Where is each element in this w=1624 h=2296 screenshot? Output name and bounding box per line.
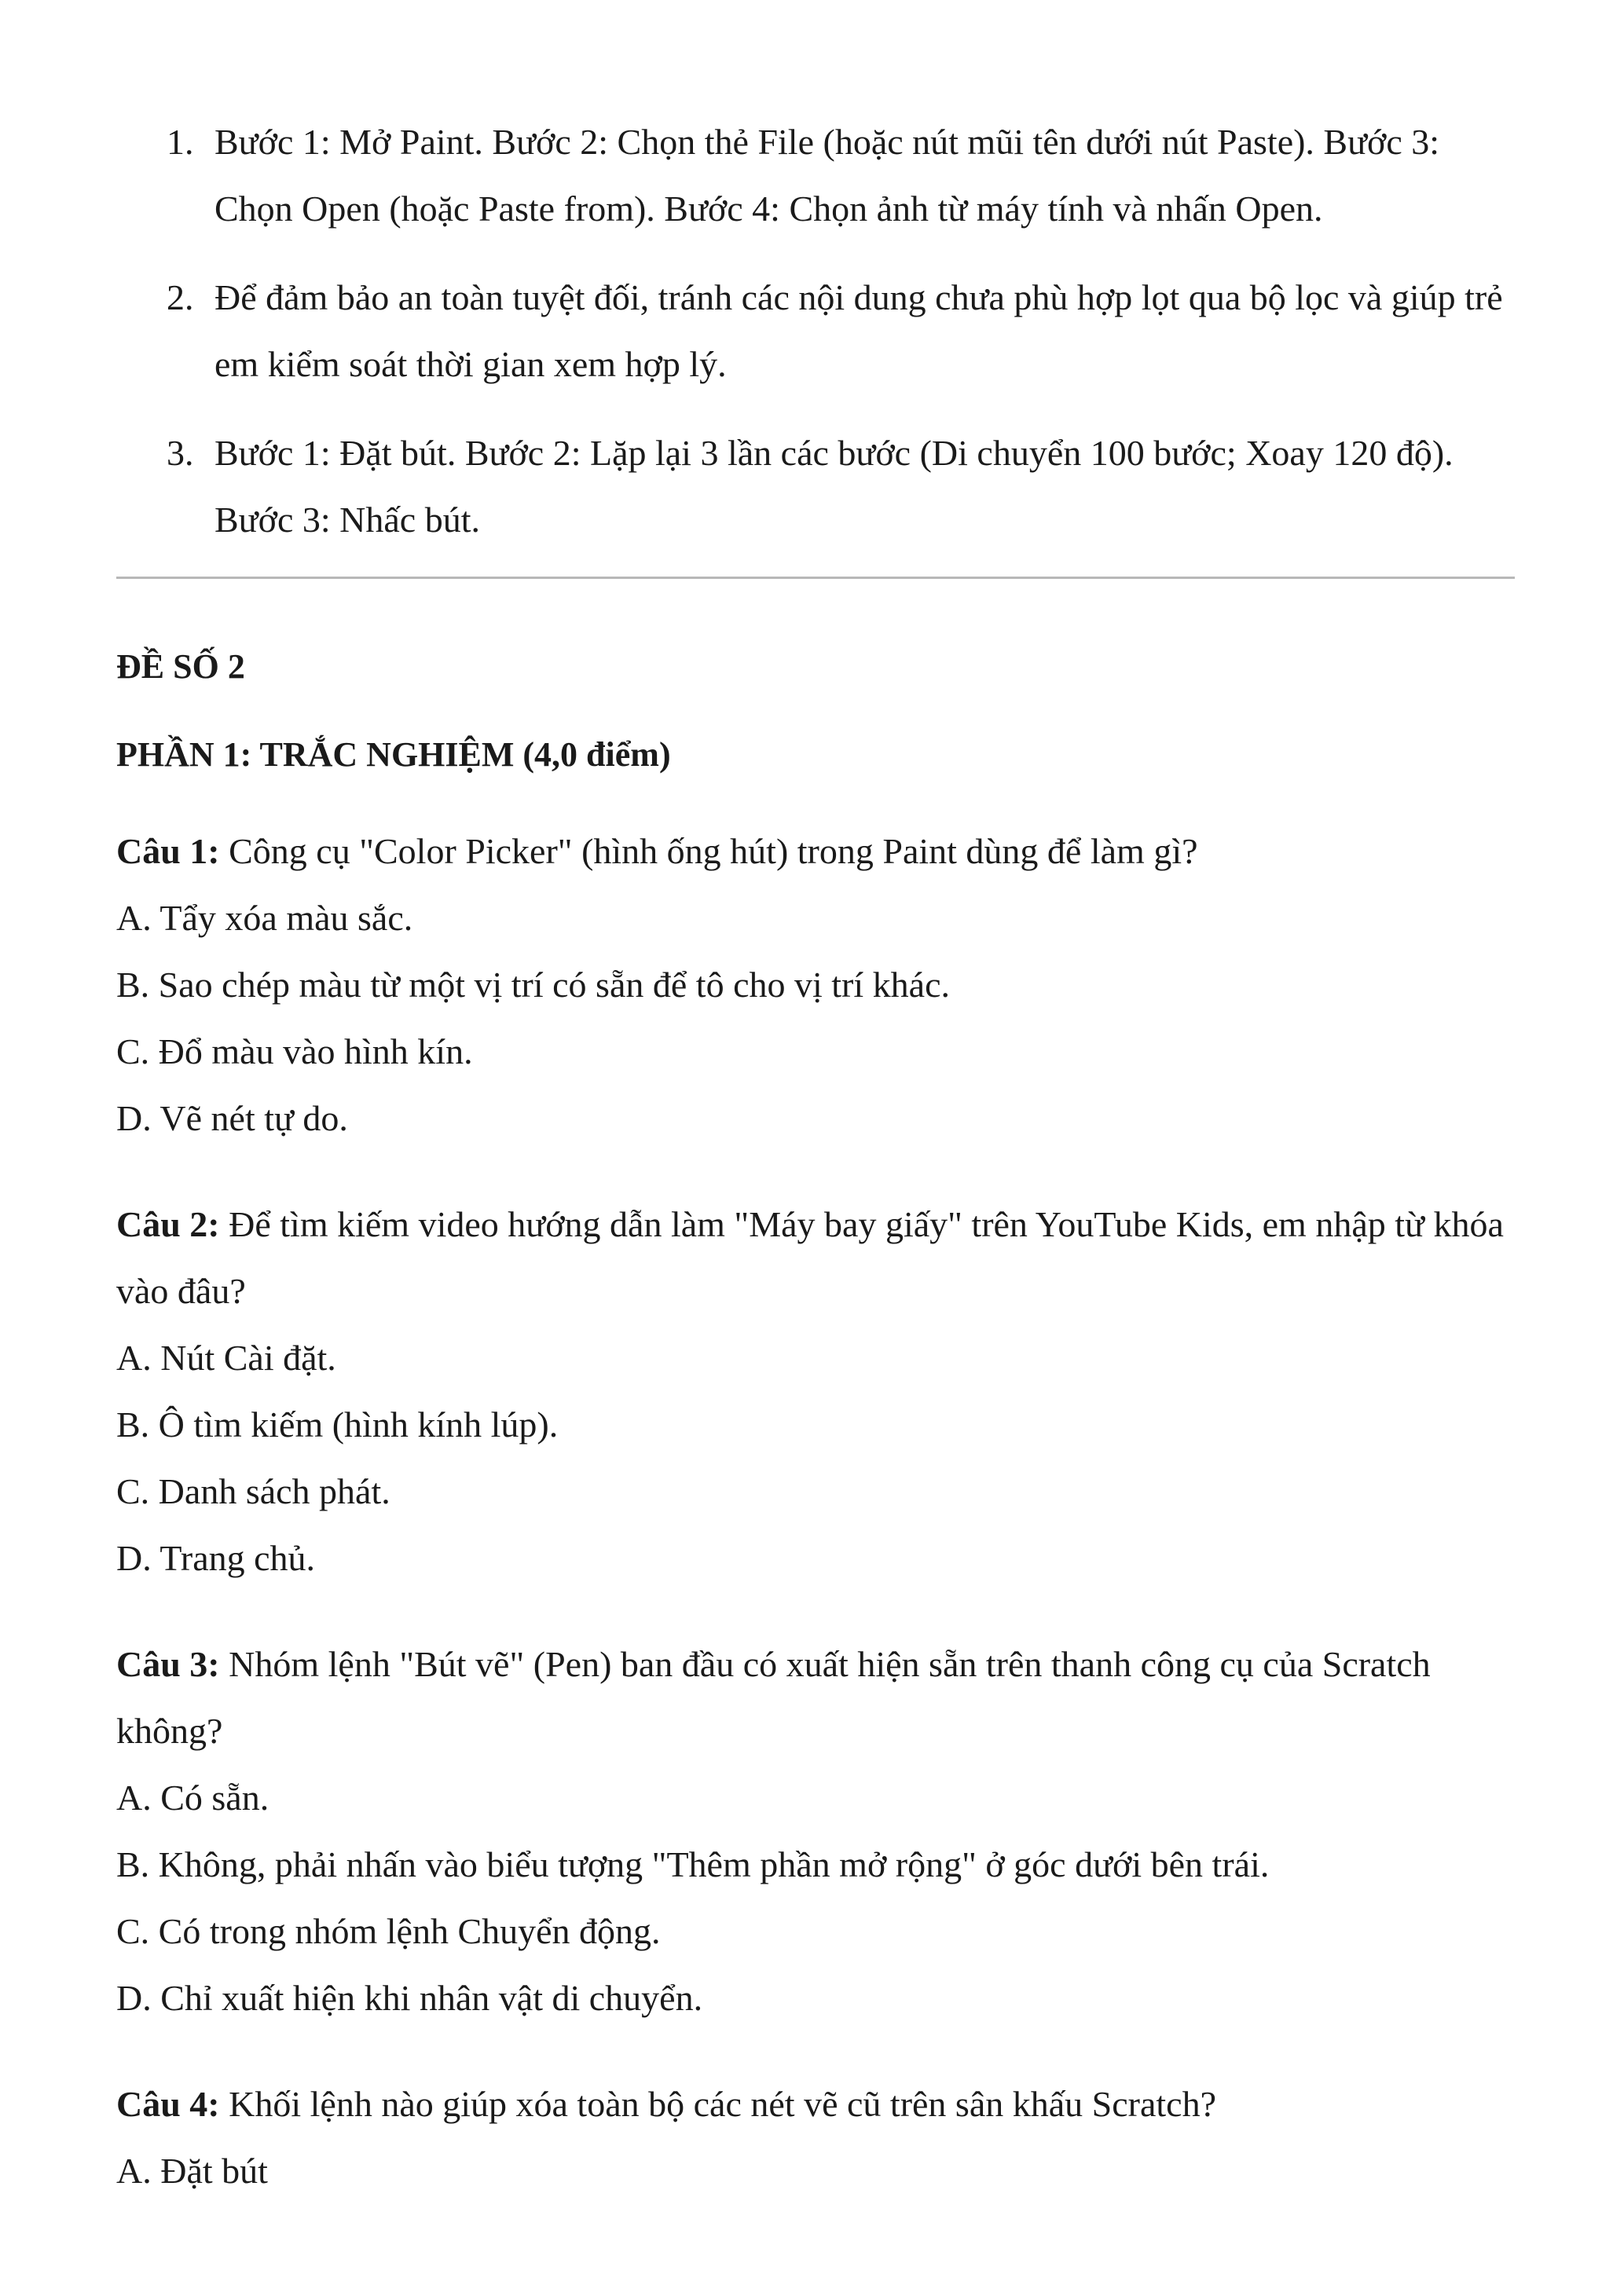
answer-number: 2.: [167, 277, 194, 317]
option-b: B. Ô tìm kiếm (hình kính lúp).: [116, 1404, 559, 1445]
question-text: [116, 1191, 1515, 1324]
question-body: Khối lệnh nào giúp xóa toàn bộ các nét vẽ cũ trên sân khấu Scratch?: [219, 2084, 1217, 2124]
option-d: D. Chỉ xuất hiện khi nhân vật di chuyển.: [116, 1978, 703, 2018]
option-c: C. Đổ màu vào hình kín.: [116, 1031, 473, 1071]
option-d: D. Trang chủ.: [116, 1538, 316, 1578]
option-a: A. Đặt bút: [116, 2151, 268, 2191]
question-body: Công cụ "Color Picker" (hình ống hút) trong Paint dùng để làm gì?: [219, 831, 1198, 871]
question-block: [116, 2071, 1515, 2204]
option-a: A. Tẩy xóa màu sắc.: [116, 898, 413, 938]
option-b: B. Sao chép màu từ một vị trí có sẵn để tô cho vị trí khác.: [116, 965, 950, 1005]
question-label: Câu 2:: [116, 1204, 220, 1244]
document-page: [116, 108, 1515, 2204]
question-body: Nhóm lệnh "Bút vẽ" (Pen) ban đầu có xuất hiện sẵn trên thanh công cụ của Scratch không?: [116, 1644, 1431, 1751]
question-label: Câu 3:: [116, 1644, 220, 1684]
answer-text: Để đảm bảo an toàn tuyệt đối, tránh các nội dung chưa phù hợp lọt qua bộ lọc và giúp trẻ em kiểm soát thời gian xem hợp lý.: [214, 277, 1503, 384]
exam-title: ĐỀ SỐ 2: [116, 647, 245, 686]
option-c: C. Có trong nhóm lệnh Chuyển động.: [116, 1911, 661, 1951]
question-label: Câu 1:: [116, 831, 220, 871]
answer-text: Bước 1: Mở Paint. Bước 2: Chọn thẻ File (hoặc nút mũi tên dưới nút Paste). Bước 3: Chọn Open (hoặc Paste from). Bước 4: Chọn ảnh từ máy tính và nhấn Open.: [214, 122, 1440, 229]
option-a: A. Nút Cài đặt.: [116, 1338, 336, 1378]
section-divider: [116, 577, 1515, 579]
option-c: C. Danh sách phát.: [116, 1471, 390, 1511]
section-title: PHẦN 1: TRẮC NGHIỆM (4,0 điểm): [116, 735, 671, 774]
question-label: Câu 4:: [116, 2084, 220, 2124]
question-body: Để tìm kiếm video hướng dẫn làm "Máy bay giấy" trên YouTube Kids, em nhập từ khóa vào đâu?: [116, 1204, 1504, 1311]
question-text: [116, 818, 1515, 884]
answer-text: Bước 1: Đặt bút. Bước 2: Lặp lại 3 lần các bước (Di chuyển 100 bước; Xoay 120 độ). Bước 3: Nhấc bút.: [214, 433, 1454, 540]
option-d: D. Vẽ nét tự do.: [116, 1098, 348, 1138]
answer-item: [116, 264, 1519, 397]
question-block: [116, 1191, 1515, 1591]
question-text: [116, 1631, 1515, 1764]
answer-list: [116, 108, 1515, 553]
answer-number: 3.: [167, 433, 194, 473]
answer-item: [116, 108, 1519, 242]
answer-item: [116, 419, 1519, 553]
question-block: [116, 1631, 1515, 2031]
option-b: B. Không, phải nhấn vào biểu tượng "Thêm phần mở rộng" ở góc dưới bên trái.: [116, 1844, 1270, 1884]
answer-number: 1.: [167, 122, 194, 162]
option-a: A. Có sẵn.: [116, 1778, 269, 1818]
question-text: [116, 2071, 1515, 2137]
question-block: [116, 818, 1515, 1152]
